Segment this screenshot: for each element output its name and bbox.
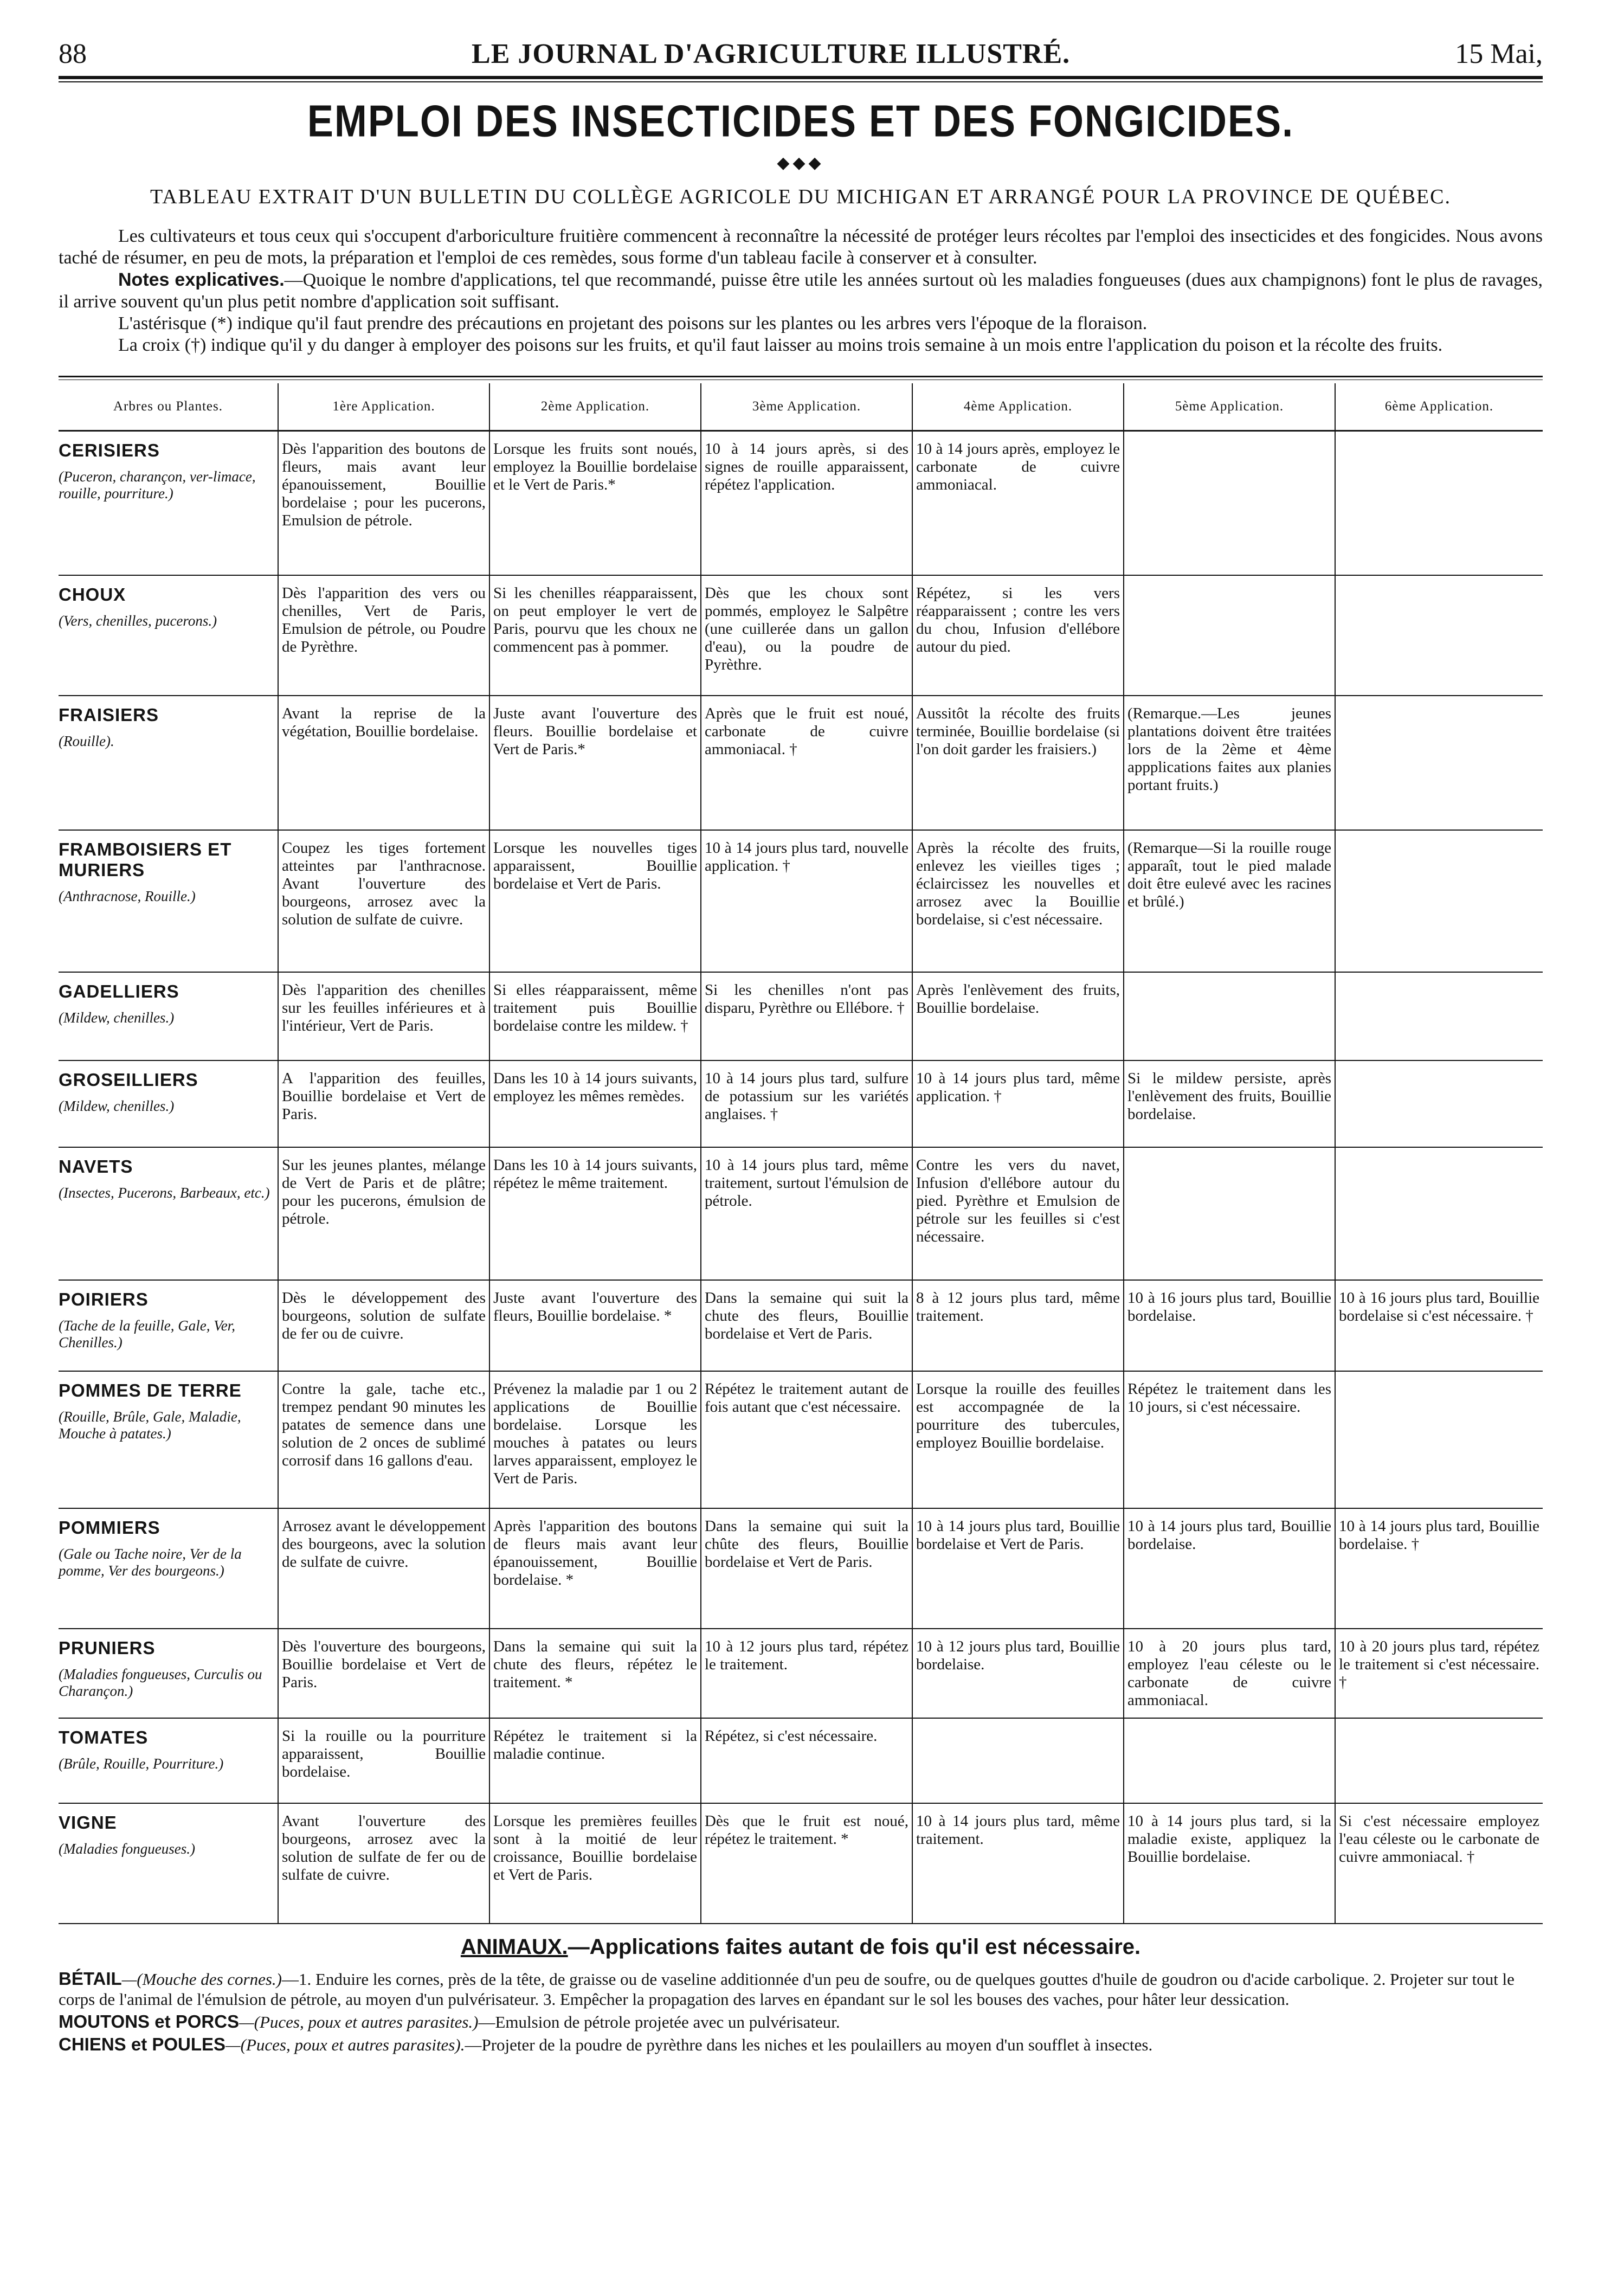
- application-cell: Arrosez avant le développement des bourgeons, avec la solution de sulfate de cuivre.: [278, 1508, 489, 1629]
- animal-treatment: —1. Enduire les cornes, près de la tête, de graisse ou de vaseline additionnée d'un peu de soufre, ou de quelques gouttes d'huile de goudron ou d'acide carbolique. 2. Projeter sur tout le corps de l'animal de l'émulsion de pétrole, au moyen d'un pulvérisateur. 3. Empêcher la propagation des larves en épandant sur le sol les bouses des vaches, pour hâter leur dessication.: [59, 1969, 1515, 2009]
- application-cell: Avant la reprise de la végétation, Bouillie bordelaise.: [278, 696, 489, 830]
- application-cell: Si elles réapparaissent, même traitement puis Bouillie bordelaise contre les mildew. †: [489, 972, 701, 1060]
- plant-cell: [59, 972, 278, 1060]
- application-cell: Contre les vers du navet, Infusion d'ellébore autour du pied. Pyrèthre et Emulsion de pétrole sur les feuilles si c'est nécessaire.: [912, 1147, 1124, 1280]
- notes-label: Notes explicatives.: [118, 269, 285, 290]
- column-header: 5ème Application.: [1124, 383, 1335, 431]
- plant-cell: [59, 830, 278, 972]
- application-cell: Lorsque les nouvelles tiges apparaissent, Bouillie bordelaise et Vert de Paris.: [489, 830, 701, 972]
- application-cell: 10 à 16 jours plus tard, Bouillie bordelaise.: [1124, 1280, 1335, 1371]
- plant-name: POIRIERS: [59, 1289, 149, 1309]
- plant-pests: (Gale ou Tache noire, Ver de la pomme, Ver des bourgeons.): [59, 1545, 242, 1579]
- animal-name: CHIENS et POULES: [59, 2034, 226, 2054]
- table-row: [59, 1508, 1543, 1629]
- application-cell: [1335, 696, 1543, 830]
- application-cell: Dans la semaine qui suit la chute des fleurs, répétez le traitement. *: [489, 1629, 701, 1718]
- table-row: [59, 972, 1543, 1060]
- application-cell: (Remarque—Si la rouille rouge apparaît, tout le pied malade doit être eulevé avec les racines et brûlé.): [1124, 830, 1335, 972]
- application-cell: Dans la semaine qui suit la chute des fleurs, Bouillie bordelaise et Vert de Paris.: [701, 1280, 912, 1371]
- header-rule: [59, 76, 1543, 82]
- application-cell: [1335, 972, 1543, 1060]
- plant-name: NAVETS: [59, 1156, 133, 1176]
- table-row: [59, 1803, 1543, 1924]
- application-cell: 10 à 20 jours plus tard, employez l'eau céleste ou le carbonate de cuivre ammoniacal.: [1124, 1629, 1335, 1718]
- plant-pests: (Rouille, Brûle, Gale, Maladie, Mouche à patates.): [59, 1408, 241, 1442]
- animals-section: [59, 1969, 1543, 2055]
- application-cell: Lorsque les premières feuilles sont à la moitié de leur croissance, Bouillie bordelaise et Vert de Paris.: [489, 1803, 701, 1924]
- application-cell: Contre la gale, tache etc., trempez pendant 90 minutes les patates de semence dans une solution de 2 onces de sublimé corrosif dans 16 gallons d'eau.: [278, 1371, 489, 1508]
- application-cell: Dès que le fruit est noué, répétez le traitement. *: [701, 1803, 912, 1924]
- plant-cell: [59, 1718, 278, 1803]
- plant-pests: (Insectes, Pucerons, Barbeaux, etc.): [59, 1184, 270, 1201]
- plant-pests: (Maladies fongueuses.): [59, 1840, 195, 1857]
- plant-name: FRAMBOISIERS ET MURIERS: [59, 839, 232, 880]
- table-header-row: [59, 383, 1543, 431]
- application-cell: 10 à 16 jours plus tard, Bouillie bordelaise si c'est nécessaire. †: [1335, 1280, 1543, 1371]
- plant-pests: (Puceron, charançon, ver-limace, rouille, pourriture.): [59, 468, 256, 501]
- table-row: [59, 1060, 1543, 1147]
- application-cell: Sur les jeunes plantes, mélange de Vert de Paris et de plâtre; pour les pucerons, émulsion de pétrole.: [278, 1147, 489, 1280]
- application-cell: Après que le fruit est noué, carbonate de cuivre ammoniacal. †: [701, 696, 912, 830]
- column-header: 4ème Application.: [912, 383, 1124, 431]
- application-cell: [1335, 830, 1543, 972]
- notes-paragraph: [59, 269, 1543, 313]
- plant-pests: (Tache de la feuille, Gale, Ver, Chenilles.): [59, 1317, 235, 1351]
- plant-name: POMMIERS: [59, 1517, 160, 1538]
- table-row: [59, 696, 1543, 830]
- application-cell: Lorsque la rouille des feuilles est accompagnée de la pourriture des tubercules, employez Bouillie bordelaise.: [912, 1371, 1124, 1508]
- plant-name: TOMATES: [59, 1727, 149, 1747]
- application-cell: Lorsque les fruits sont noués, employez la Bouillie bordelaise et le Vert de Paris.*: [489, 431, 701, 575]
- column-header: 2ème Application.: [489, 383, 701, 431]
- application-cell: 10 à 14 jours plus tard, Bouillie bordelaise.: [1124, 1508, 1335, 1629]
- animals-subtitle: —Applications faites autant de fois qu'il est nécessaire.: [568, 1934, 1141, 1959]
- application-cell: Répétez le traitement si la maladie continue.: [489, 1718, 701, 1803]
- application-cell: [1335, 1060, 1543, 1147]
- application-cell: 10 à 14 jours plus tard, Bouillie bordelaise. †: [1335, 1508, 1543, 1629]
- application-cell: (Remarque.—Les jeunes plantations doivent être traitées lors de la 2ème et 4ème appplications faites aux planies portant fruits.): [1124, 696, 1335, 830]
- animal-treatment: —Projeter de la poudre de pyrèthre dans les niches et les poulaillers au moyen d'un soufflet à insectes.: [465, 2035, 1153, 2054]
- plant-pests: (Vers, chenilles, pucerons.): [59, 612, 217, 629]
- application-cell: 10 à 20 jours plus tard, répétez le traitement si c'est nécessaire. †: [1335, 1629, 1543, 1718]
- application-cell: 10 à 14 jours plus tard, même application. †: [912, 1060, 1124, 1147]
- application-cell: [1335, 575, 1543, 696]
- plant-pests: (Mildew, chenilles.): [59, 1009, 175, 1026]
- application-cell: [1335, 1718, 1543, 1803]
- application-cell: [1335, 1147, 1543, 1280]
- notes-text: —Quoique le nombre d'applications, tel que recommandé, puisse être utile les années surtout où les maladies fongueuses (dues aux champignons) font le plus de ravages, il arrive souvent qu'un plus petit nombre d'application soit suffisant.: [59, 270, 1543, 312]
- application-cell: 10 à 14 jours plus tard, même traitement.: [912, 1803, 1124, 1924]
- application-cell: [1124, 575, 1335, 696]
- application-cell: Prévenez la maladie par 1 ou 2 applications de Bouillie bordelaise. Lorsque les mouches à patates ou leurs larves apparaissent, employez le Vert de Paris.: [489, 1371, 701, 1508]
- table-row: [59, 575, 1543, 696]
- application-cell: 10 à 14 jours plus tard, même traitement, surtout l'émulsion de pétrole.: [701, 1147, 912, 1280]
- application-cell: 10 à 12 jours plus tard, Bouillie bordelaise.: [912, 1629, 1124, 1718]
- application-cell: [1124, 431, 1335, 575]
- cross-note: La croix (†) indique qu'il y du danger à employer des poisons sur les fruits, et qu'il faut laisser au moins trois semaine à un mois entre l'application du poison et la récolte des fruits.: [118, 335, 1443, 355]
- plant-pests: (Rouille).: [59, 732, 114, 749]
- application-cell: 10 à 14 jours plus tard, Bouillie bordelaise et Vert de Paris.: [912, 1508, 1124, 1629]
- application-cell: [912, 1718, 1124, 1803]
- issue-date: 15 Mai,: [1455, 38, 1543, 69]
- table-row: [59, 431, 1543, 575]
- application-cell: Répétez, si c'est nécessaire.: [701, 1718, 912, 1803]
- animal-pests: —(Puces, poux et autres parasites).: [225, 2035, 465, 2054]
- asterisk-note: L'astérisque (*) indique qu'il faut prendre des précautions en projetant des poisons sur les plantes ou les arbres vers l'époque de la floraison.: [118, 313, 1148, 333]
- animals-heading: [59, 1934, 1543, 1960]
- application-cell: Si c'est nécessaire employez l'eau céleste ou le carbonate de cuivre ammoniacal. †: [1335, 1803, 1543, 1924]
- intro-paragraph: Les cultivateurs et tous ceux qui s'occupent d'arboriculture fruitière commencent à reconnaître la nécessité de protéger leurs récoltes par l'emploi des insecticides et des fongicides. Nous avons taché de résumer, en peu de mots, la préparation et l'emploi de ces remèdes, sous forme d'un tableau facile à conserver et à consulter.: [59, 226, 1543, 268]
- plant-name: GADELLIERS: [59, 981, 179, 1001]
- application-cell: Après la récolte des fruits, enlevez les vieilles tiges ; éclaircissez les nouvelles et arrosez avec la Bouillie bordelaise, si c'est nécessaire.: [912, 830, 1124, 972]
- application-cell: [1124, 972, 1335, 1060]
- plant-cell: [59, 575, 278, 696]
- table-row: [59, 830, 1543, 972]
- plant-pests: (Brûle, Rouille, Pourriture.): [59, 1755, 224, 1772]
- application-cell: Avant l'ouverture des bourgeons, arrosez avec la solution de sulfate de fer ou de sulfate de cuivre.: [278, 1803, 489, 1924]
- plant-name: CERISIERS: [59, 440, 160, 460]
- column-header: 3ème Application.: [701, 383, 912, 431]
- application-cell: 10 à 12 jours plus tard, répétez le traitement.: [701, 1629, 912, 1718]
- column-header: 1ère Application.: [278, 383, 489, 431]
- application-cell: Après l'apparition des boutons de fleurs mais avant leur épanouissement, Bouillie bordelaise. *: [489, 1508, 701, 1629]
- column-header: Arbres ou Plantes.: [59, 383, 278, 431]
- plant-cell: [59, 1147, 278, 1280]
- plant-name: CHOUX: [59, 584, 126, 605]
- table-row: [59, 1629, 1543, 1718]
- application-cell: Si les chenilles n'ont pas disparu, Pyrèthre ou Ellébore. †: [701, 972, 912, 1060]
- application-cell: Répétez, si les vers réapparaissent ; contre les vers du chou, Infusion d'ellébore autour du pied.: [912, 575, 1124, 696]
- table-row: [59, 1147, 1543, 1280]
- plant-pests: (Maladies fongueuses, Curculis ou Charançon.): [59, 1666, 262, 1699]
- application-cell: Aussitôt la récolte des fruits terminée, Bouillie bordelaise (si l'on doit garder les fraisiers.): [912, 696, 1124, 830]
- application-cell: 8 à 12 jours plus tard, même traitement.: [912, 1280, 1124, 1371]
- application-cell: Dans la semaine qui suit la chûte des fleurs, Bouillie bordelaise et Vert de Paris.: [701, 1508, 912, 1629]
- plant-cell: [59, 431, 278, 575]
- animal-treatment: —Emulsion de pétrole projetée avec un pulvérisateur.: [478, 2012, 840, 2031]
- animal-item: [59, 2011, 1543, 2032]
- application-cell: Répétez le traitement dans les 10 jours, si c'est nécessaire.: [1124, 1371, 1335, 1508]
- application-cell: Dès le développement des bourgeons, solution de sulfate de fer ou de cuivre.: [278, 1280, 489, 1371]
- application-cell: [1124, 1147, 1335, 1280]
- journal-title: LE JOURNAL D'AGRICULTURE ILLUSTRÉ.: [472, 38, 1071, 69]
- page-number: 88: [59, 38, 87, 69]
- plant-name: POMMES DE TERRE: [59, 1380, 242, 1400]
- plant-pests: (Anthracnose, Rouille.): [59, 888, 196, 904]
- application-cell: Si la rouille ou la pourriture apparaissent, Bouillie bordelaise.: [278, 1718, 489, 1803]
- table-row: [59, 1280, 1543, 1371]
- application-cell: 10 à 14 jours plus tard, sulfure de potassium sur les variétés anglaises. †: [701, 1060, 912, 1147]
- animal-pests: —(Puces, poux et autres parasites.): [239, 2012, 479, 2031]
- application-cell: Dès l'apparition des chenilles sur les feuilles inférieures et à l'intérieur, Vert de Paris.: [278, 972, 489, 1060]
- animal-name: BÉTAIL: [59, 1968, 122, 1989]
- plant-cell: [59, 1629, 278, 1718]
- application-cell: Dès l'apparition des vers ou chenilles, Vert de Paris, Emulsion de pétrole, ou Poudre de Pyrèthre.: [278, 575, 489, 696]
- application-cell: A l'apparition des feuilles, Bouillie bordelaise et Vert de Paris.: [278, 1060, 489, 1147]
- plant-name: GROSEILLIERS: [59, 1069, 198, 1090]
- application-cell: 10 à 14 jours après, si des signes de rouille apparaissent, répétez l'application.: [701, 431, 912, 575]
- application-cell: Dans les 10 à 14 jours suivants, employez les mêmes remèdes.: [489, 1060, 701, 1147]
- plant-cell: [59, 1803, 278, 1924]
- plant-cell: [59, 1060, 278, 1147]
- application-cell: Si les chenilles réapparaissent, on peut employer le vert de Paris, pourvu que les choux ne commencent pas à pommer.: [489, 575, 701, 696]
- application-cell: Dans les 10 à 14 jours suivants, répétez le même traitement.: [489, 1147, 701, 1280]
- application-cell: [1335, 431, 1543, 575]
- application-cell: Juste avant l'ouverture des fleurs, Bouillie bordelaise. *: [489, 1280, 701, 1371]
- column-header: 6ème Application.: [1335, 383, 1543, 431]
- application-cell: [1335, 1371, 1543, 1508]
- animals-title: ANIMAUX.: [460, 1934, 568, 1959]
- animal-item: [59, 2034, 1543, 2055]
- animal-pests: —(Mouche des cornes.): [121, 1969, 282, 1989]
- table-row: [59, 1718, 1543, 1803]
- application-cell: Après l'enlèvement des fruits, Bouillie bordelaise.: [912, 972, 1124, 1060]
- plant-name: PRUNIERS: [59, 1637, 156, 1658]
- application-cell: 10 à 14 jours plus tard, si la maladie existe, appliquez la Bouillie bordelaise.: [1124, 1803, 1335, 1924]
- plant-name: FRAISIERS: [59, 704, 159, 725]
- plant-name: VIGNE: [59, 1812, 117, 1833]
- application-cell: 10 à 14 jours plus tard, nouvelle application. †: [701, 830, 912, 972]
- running-head: [59, 38, 1543, 73]
- intro-text: [59, 226, 1543, 356]
- table-row: [59, 1371, 1543, 1508]
- application-cell: Juste avant l'ouverture des fleurs. Bouillie bordelaise et Vert de Paris.*: [489, 696, 701, 830]
- page-title: EMPLOI DES INSECTICIDES ET DES FONGICIDES.: [307, 97, 1294, 146]
- title-ornament: ◆◆◆: [777, 154, 824, 172]
- plant-cell: [59, 1371, 278, 1508]
- applications-table: [59, 383, 1543, 1924]
- plant-cell: [59, 696, 278, 830]
- application-cell: [1124, 1718, 1335, 1803]
- application-cell: Répétez le traitement autant de fois autant que c'est nécessaire.: [701, 1371, 912, 1508]
- application-cell: Dès que les choux sont pommés, employez le Salpêtre (une cuillerée dans un gallon d'eau), ou la poudre de Pyrèthre.: [701, 575, 912, 696]
- plant-pests: (Mildew, chenilles.): [59, 1097, 175, 1114]
- plant-cell: [59, 1280, 278, 1371]
- application-cell: Si le mildew persiste, après l'enlèvement des fruits, Bouillie bordelaise.: [1124, 1060, 1335, 1147]
- table-rule: [59, 376, 1543, 380]
- animal-name: MOUTONS et PORCS: [59, 2011, 240, 2031]
- application-cell: 10 à 14 jours après, employez le carbonate de cuivre ammoniacal.: [912, 431, 1124, 575]
- application-cell: Dès l'apparition des boutons de fleurs, mais avant leur épanouissement, Bouillie bordelaise ; pour les pucerons, Emulsion de pétrole.: [278, 431, 489, 575]
- application-cell: Coupez les tiges fortement atteintes par l'anthracnose. Avant l'ouverture des bourgeons, arrosez avec la solution de sulfate de cuivre.: [278, 830, 489, 972]
- page-subtitle: TABLEAU EXTRAIT D'UN BULLETIN DU COLLÈGE AGRICOLE DU MICHIGAN ET ARRANGÉ POUR LA PROVINCE DE QUÉBEC.: [150, 185, 1451, 208]
- plant-cell: [59, 1508, 278, 1629]
- application-cell: Dès l'ouverture des bourgeons, Bouillie bordelaise et Vert de Paris.: [278, 1629, 489, 1718]
- animal-item: [59, 1969, 1543, 2009]
